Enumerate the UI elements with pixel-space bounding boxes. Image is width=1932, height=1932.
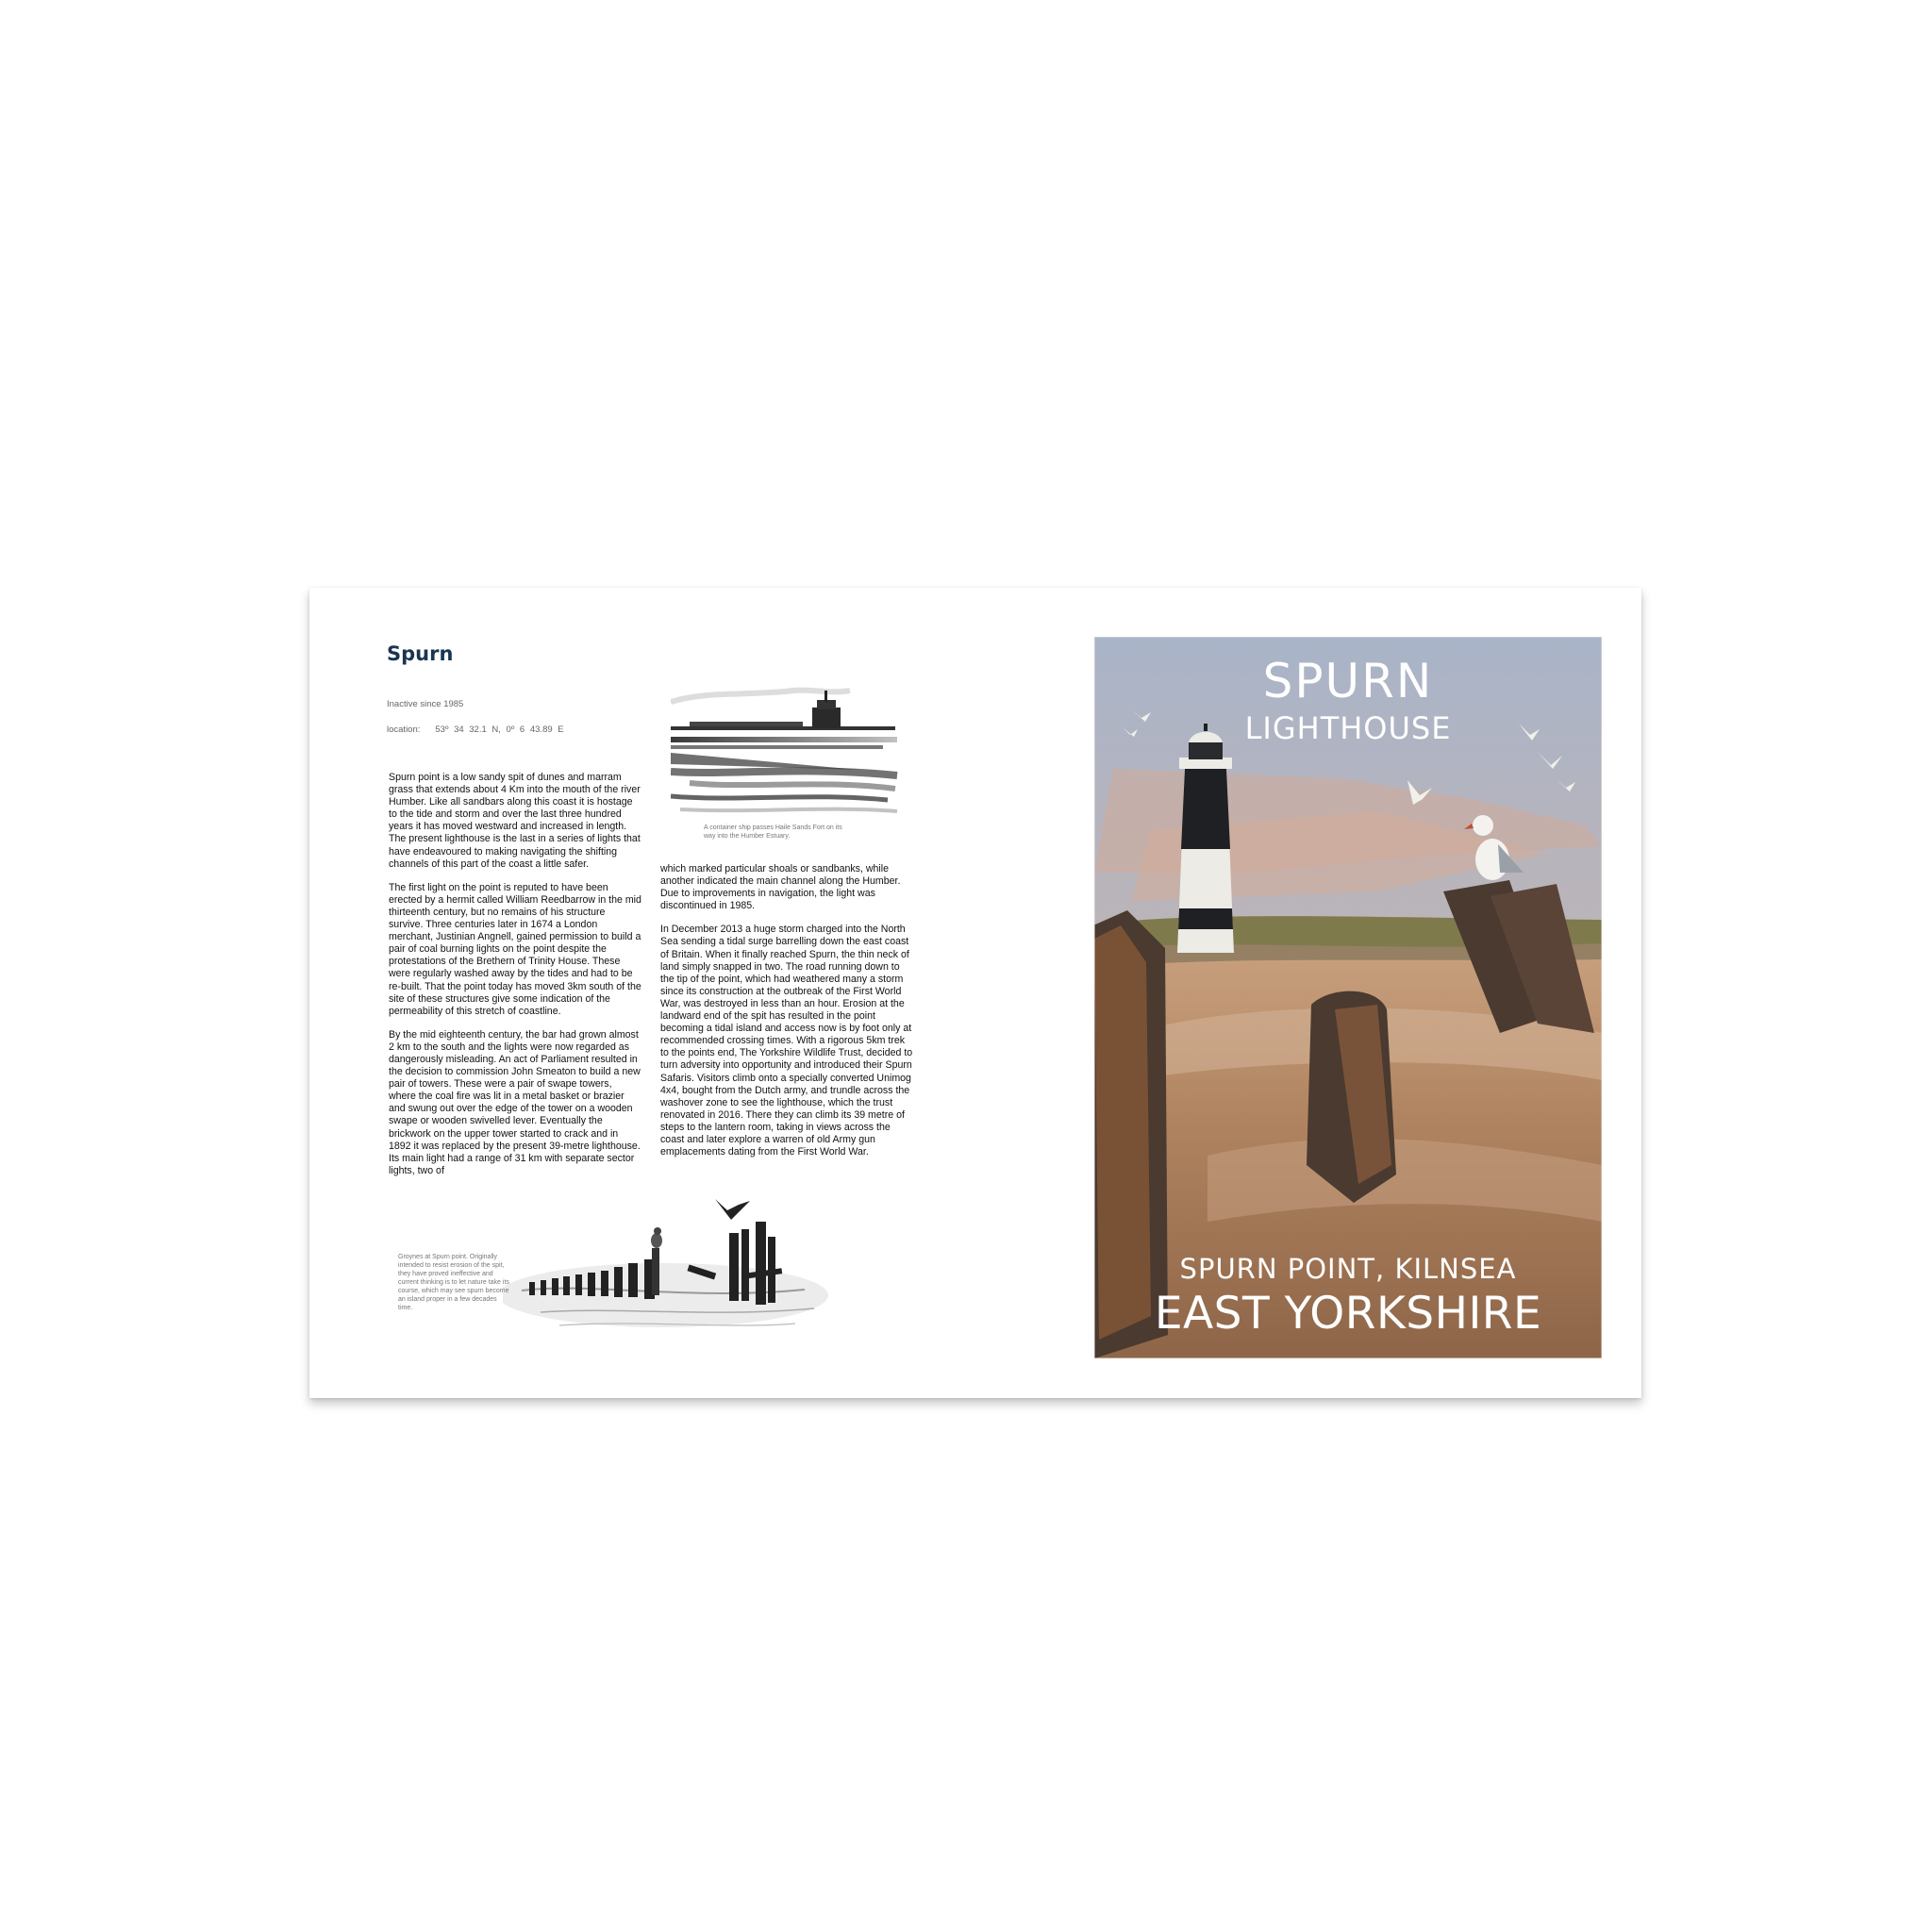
status-text: Inactive since 1985	[387, 699, 464, 709]
page-title: Spurn	[387, 642, 454, 665]
body-column-1	[389, 772, 641, 1189]
body-column-2	[660, 863, 913, 1170]
book-spread	[309, 588, 1641, 1398]
lighthouse-tower	[1177, 724, 1234, 953]
paragraph: which marked particular shoals or sandbanks, while another indicated the main channel along the Humber. Due to improvements in navigation, the light was discontinued in 1985.	[660, 863, 901, 912]
lighthouse-poster	[1094, 637, 1602, 1358]
paragraph: The first light on the point is reputed to have been erected by a hermit called William Reedbarrow in the mid thirteenth century, but no remains of his structure survive. Three centuries later in 1674 a London merchant, Justinian Angnell, gained permission to build a pair of coal burning lights on the point despite the protestations of the Brethern of Trinity House. These were regularly washed away by the tides and had to be re-built. That the point today has moved 3km south of the site of these structures give some indication of the permeability of this stretch of coastline.	[389, 881, 641, 1017]
poster-county: EAST YORKSHIRE	[1154, 1288, 1542, 1340]
poster-place: SPURN POINT, KILNSEA	[1179, 1253, 1517, 1285]
poster-subtitle: LIGHTHOUSE	[1244, 710, 1452, 746]
poster-title: SPURN	[1262, 654, 1434, 708]
location-line	[387, 724, 564, 735]
paragraph: In December 2013 a huge storm charged into the North Sea sending a tidal surge barrelling down the east coast of Britain. When it finally reached Spurn, the thin neck of land simply snapped in two. The road running down to the tip of the point, which had weathered many a storm since its construction at the outbreak of the First World War, was destroyed in less than an hour. Erosion at the landward end of the spit has resulted in the point becoming a tidal island and access now is by foot only at recommended crossing times. With a rigorous 5km trek to the points end, The Yorkshire Wildlife Trust, decided to turn adversity into opportunity and introduced their Spurn Safaris. Visitors climb onto a specially converted Unimog 4x4, bought from the Dutch army, and trundle across the washover zone to see the lighthouse, which the trust renovated in 2016. There they can climb its 39 metre of steps to the lantern room, taking in views across the coast and later explore a warren of old Army gun emplacements dating from the First World War.	[660, 924, 913, 1158]
groynes-sketch	[503, 1191, 828, 1333]
container-ship-sketch	[671, 685, 902, 826]
ship-caption: A container ship passes Haile Sands Fort on its way into the Humber Estuary.	[704, 824, 842, 840]
paragraph: By the mid eighteenth century, the bar had grown almost 2 km to the south and the lights were now regarded as dangerously misleading. An act of Parliament resulted in the decision to commission John Smeaton to build a new pair of towers. These were a pair of swape towers, where the coal fire was lit in a metal basket or brazier and swung out over the edge of the tower on a wooden swape or wooden swivelled lever. Eventually the brickwork on the upper tower started to crack and in 1892 it was replaced by the present 39-metre lighthouse. Its main light had a range of 31 km with separate sector lights, two of	[389, 1028, 641, 1176]
location-label: location:	[387, 724, 421, 735]
groynes-caption: Groynes at Spurn point. Originally intended to resist erosion of the spit, they have proved ineffective and current thinking is to let nature take its course, which may see spurn become an island proper in a few decades time.	[398, 1254, 509, 1311]
paragraph: Spurn point is a low sandy spit of dunes and marram grass that extends about 4 Km into the mouth of the river Humber. Like all sandbars along this coast it is hostage to the tide and storm and over the last three hundred years it has moved westward and increased in length. The present lighthouse is the last in a series of lights that have endeavoured to making navigating the shifting channels of this part of the coast a little safer.	[389, 772, 641, 870]
location-value: 53º 34 32.1 N, 0º 6 43.89 E	[435, 724, 564, 735]
